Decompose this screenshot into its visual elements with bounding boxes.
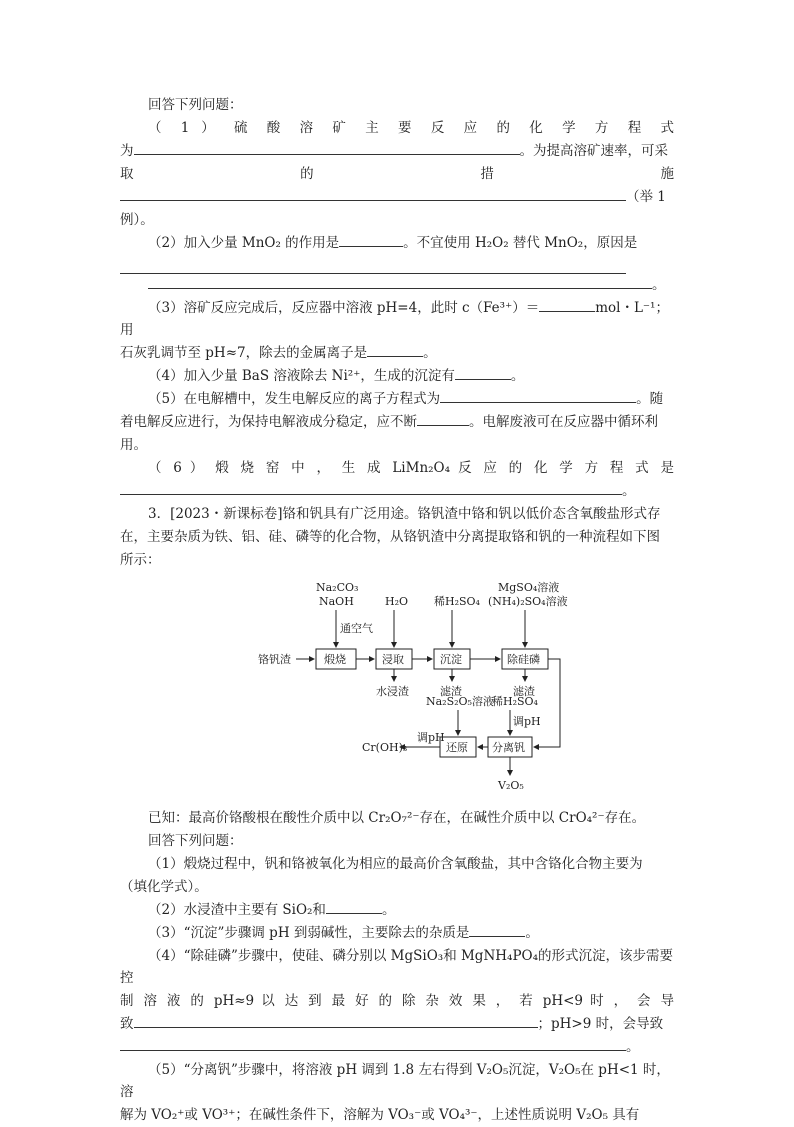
answer-blank[interactable] — [539, 297, 595, 312]
answer-blank[interactable] — [134, 1013, 538, 1028]
residue-label-2: 滤渣 — [513, 685, 535, 698]
q2-part1-line5: 例）。 — [120, 212, 154, 228]
q2-part3-line1: （3）溶矿反应完成后，反应器中溶液 pH=4，此时 c（Fe³⁺）＝ mol・L⁻¹；用 — [120, 297, 674, 341]
answer-blank[interactable] — [440, 388, 636, 403]
q3-part4-line2: 制 溶 液 的 pH≈9 以 达 到 最 好 的 除 杂 效 果 ， 若 pH<9 时 ， 会 导 — [120, 993, 674, 1009]
document-page — [120, 94, 674, 1127]
q3-part1-line2: （填化学式）。 — [120, 879, 208, 895]
process-flowchart — [120, 575, 674, 801]
q3-intro-line3: 所示： — [120, 552, 161, 568]
reagent-dilute-acid: 稀H₂SO₄ — [434, 595, 480, 608]
desilication-label: 除硅磷 — [507, 653, 540, 666]
answer-blank[interactable] — [367, 342, 423, 357]
answer-blank[interactable] — [455, 365, 511, 380]
q3-part5-line2: 解为 VO₂⁺或 VO³⁺；在碱性条件下，溶解为 VO₃⁻或 VO₄³⁻，上述性质说明 V₂O₅ 具有 — [120, 1107, 640, 1123]
q2-part3-line2: 石灰乳调节至 pH≈7，除去的金属离子是 。 — [120, 342, 674, 364]
flow-start-label: 铬钒渣 — [258, 653, 291, 666]
adjust-ph-label-2: 调pH — [513, 715, 541, 728]
q2-part5-line3: 用。 — [120, 437, 147, 453]
q3-part1-line1: （1）煅烧过程中，钒和铬被氧化为相应的最高价含氧酸盐，其中含铬化合物主要为 — [148, 856, 643, 872]
reagent-water: H₂O — [385, 595, 409, 608]
answer-blank[interactable] — [417, 411, 469, 426]
q2-part1-line2: 为 。为提高溶矿速率，可采 — [120, 140, 674, 162]
q2-part5-line2: 着电解反应进行，为保持电解液成分稳定，应不断 。电解废液可在反应器中循环利 — [120, 411, 674, 433]
reduce-label: 还原 — [446, 741, 468, 754]
answer-blank[interactable] — [134, 140, 520, 155]
answer-blank[interactable] — [120, 255, 626, 274]
calcine-label: 煅烧 — [324, 653, 346, 666]
q3-part4-line4: 。 — [120, 1036, 674, 1058]
v2o5-label: V₂O₅ — [498, 779, 524, 792]
croh3-label: Cr(OH)₃ — [362, 741, 408, 754]
q2-part2-line3: 。 — [120, 274, 674, 296]
answer-blank[interactable] — [326, 899, 382, 914]
adjust-ph-label-1: 调pH — [417, 731, 445, 744]
flowchart-svg — [120, 575, 674, 801]
reagent-na2s2o5: Na₂S₂O₅溶液 — [426, 695, 494, 708]
reagent-mgso4: MgSO₄溶液 — [498, 581, 560, 594]
q2-part6-line1: （ 6 ） 煅 烧 窑 中 ， 生 成 LiMn₂O₄ 反 应 的 化 学 方 程 式 是 — [148, 460, 674, 476]
answer-blank[interactable] — [339, 232, 403, 247]
answer-blank[interactable] — [120, 480, 622, 495]
q2-part1-line1: （ 1 ） 硫 酸 溶 矿 主 要 反 应 的 化 学 方 程 式 — [148, 120, 674, 136]
q2-part4: （4）加入少量 BaS 溶液除去 Ni²⁺，生成的沉淀有 。 — [120, 365, 674, 387]
separate-v-label: 分离钒 — [492, 741, 525, 754]
reagent-nh4so4: (NH₄)₂SO₄溶液 — [488, 595, 568, 608]
q2-part1-line4: （举 1 — [120, 186, 674, 208]
q2-part5-line1: （5）在电解槽中，发生电解反应的离子方程式为 。随 — [120, 388, 674, 410]
q3-part4-line1: （4）“除硅磷”步骤中，使硅、磷分别以 MgSiO₃和 MgNH₄PO₄的形式沉淀，该步需要控 — [120, 948, 674, 986]
precip-label: 沉淀 — [440, 653, 462, 666]
q3-known: 已知：最高价铬酸根在酸性介质中以 Cr₂O₇²⁻存在，在碱性介质中以 CrO₄²⁻存在。 — [148, 810, 646, 826]
residue-label-1: 滤渣 — [440, 685, 462, 698]
answer-intro: 回答下列问题： — [148, 97, 243, 113]
q2-part2-line1: （2）加入少量 MnO₂ 的作用是 。不宜使用 H₂O₂ 替代 MnO₂，原因是 — [120, 232, 674, 254]
q3-part3: （3）“沉淀”步骤调 pH 到弱碱性，主要除去的杂质是 。 — [120, 922, 674, 944]
q3-part4-line3: 致 ；pH>9 时，会导致 — [120, 1013, 674, 1035]
q3-intro-line1: 3．[2023・新课标卷]铬和钒具有广泛用途。铬钒渣中铬和钒以低价态含氧酸盐形式存 — [148, 506, 661, 522]
answer-blank[interactable] — [120, 1036, 626, 1051]
reagent-na2co3: Na₂CO₃ — [316, 581, 359, 594]
q3-part2: （2）水浸渣中主要有 SiO₂和 。 — [120, 899, 674, 921]
q3-intro-line2: 在，主要杂质为铁、铝、硅、磷等的化合物，从铬钒渣中分离提取铬和钒的一种流程如下图 — [120, 529, 660, 545]
water-residue-label: 水浸渣 — [376, 685, 409, 698]
answer-blank[interactable] — [469, 922, 525, 937]
air-label: 通空气 — [340, 622, 373, 635]
q3-part5-line1: （5）“分离钒”步骤中，将溶液 pH 调到 1.8 左右得到 V₂O₅沉淀，V₂O₅在 pH<1 时，溶 — [120, 1062, 670, 1100]
answer-blank[interactable] — [120, 186, 626, 201]
leach-label: 浸取 — [382, 653, 404, 666]
reagent-dilute-acid-2: 稀H₂SO₄ — [492, 695, 538, 708]
reagent-naoh: NaOH — [319, 595, 354, 608]
q3-answer-intro: 回答下列问题： — [148, 833, 243, 849]
answer-blank[interactable] — [148, 274, 652, 289]
q2-part6-line2: 。 — [120, 480, 674, 502]
q2-part1-line3: 取 的 措 施 — [120, 166, 674, 182]
